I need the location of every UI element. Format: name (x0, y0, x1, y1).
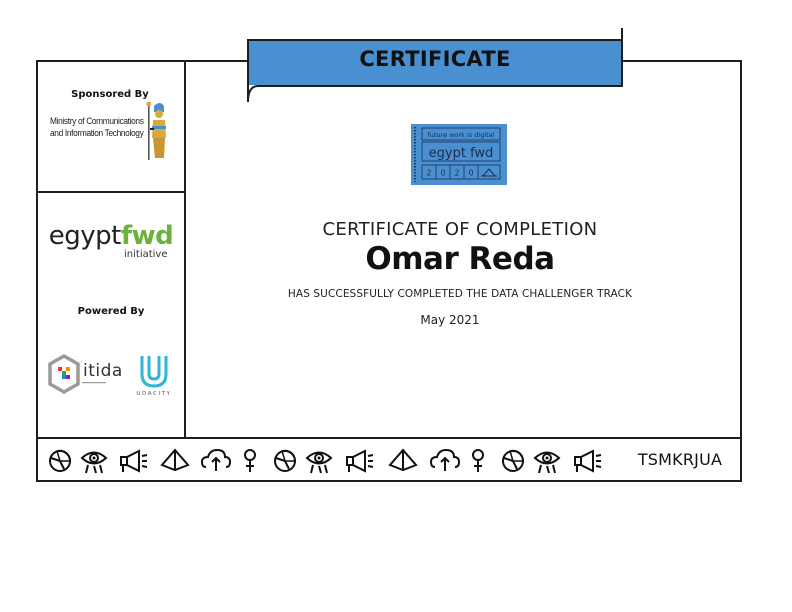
udacity-wordmark: UDACITY (136, 391, 172, 397)
megaphone-icon (121, 451, 147, 472)
udacity-logo-icon (136, 352, 172, 392)
badge-brand: egypt fwd (428, 146, 494, 161)
cloud-upload-icon (431, 450, 459, 471)
badge-digit: 2 (454, 168, 460, 178)
cloud-upload-icon (202, 450, 230, 471)
egyptfwd-logo (36, 221, 186, 260)
recipient-name: Omar Reda (365, 241, 555, 277)
issue-date: May 2021 (420, 313, 480, 327)
eye-icon (82, 453, 106, 474)
completion-statement: HAS SUCCESSFULLY COMPLETED THE DATA CHALLENGER TRACK (287, 288, 633, 300)
pie-chart-icon (503, 451, 523, 471)
badge-tagline: future work is digital (427, 131, 495, 139)
brand-subtitle: initiative (124, 249, 168, 260)
ministry-name (50, 116, 144, 140)
pie-chart-icon (275, 451, 295, 471)
sponsored-by-label: Sponsored By (71, 89, 149, 100)
megaphone-icon (575, 451, 601, 472)
megaphone-icon (347, 451, 373, 472)
ministry-line-1: Ministry of Communications (50, 116, 144, 127)
pin-icon (473, 450, 483, 472)
footer-divider (36, 437, 742, 439)
pharaoh-emblem-icon (146, 100, 170, 162)
brand-accent-word: fwd (120, 221, 174, 251)
eye-icon (535, 453, 559, 474)
pyramid-icon (162, 450, 188, 470)
badge-digit: 2 (426, 168, 432, 178)
egyptfwd-2020-badge (411, 124, 507, 185)
badge-digit: 0 (468, 168, 474, 178)
completion-heading: CERTIFICATE OF COMPLETION (322, 219, 598, 240)
pyramid-icon (390, 450, 416, 470)
eye-icon (307, 453, 331, 474)
certificate-title: CERTIFICATE (359, 47, 511, 71)
footer-icon-strip (44, 444, 614, 478)
sponsor-panel (36, 60, 186, 193)
brand-word: egypt (48, 221, 121, 251)
badge-digit: 0 (440, 168, 446, 178)
certificate-code: TSMKRJUA (637, 450, 723, 469)
itida-wordmark: itida (83, 361, 123, 381)
pie-chart-icon (50, 451, 70, 471)
pin-icon (245, 450, 255, 472)
powered-by-label: Powered By (77, 306, 145, 317)
ministry-line-2: and Information Technology (50, 128, 144, 139)
